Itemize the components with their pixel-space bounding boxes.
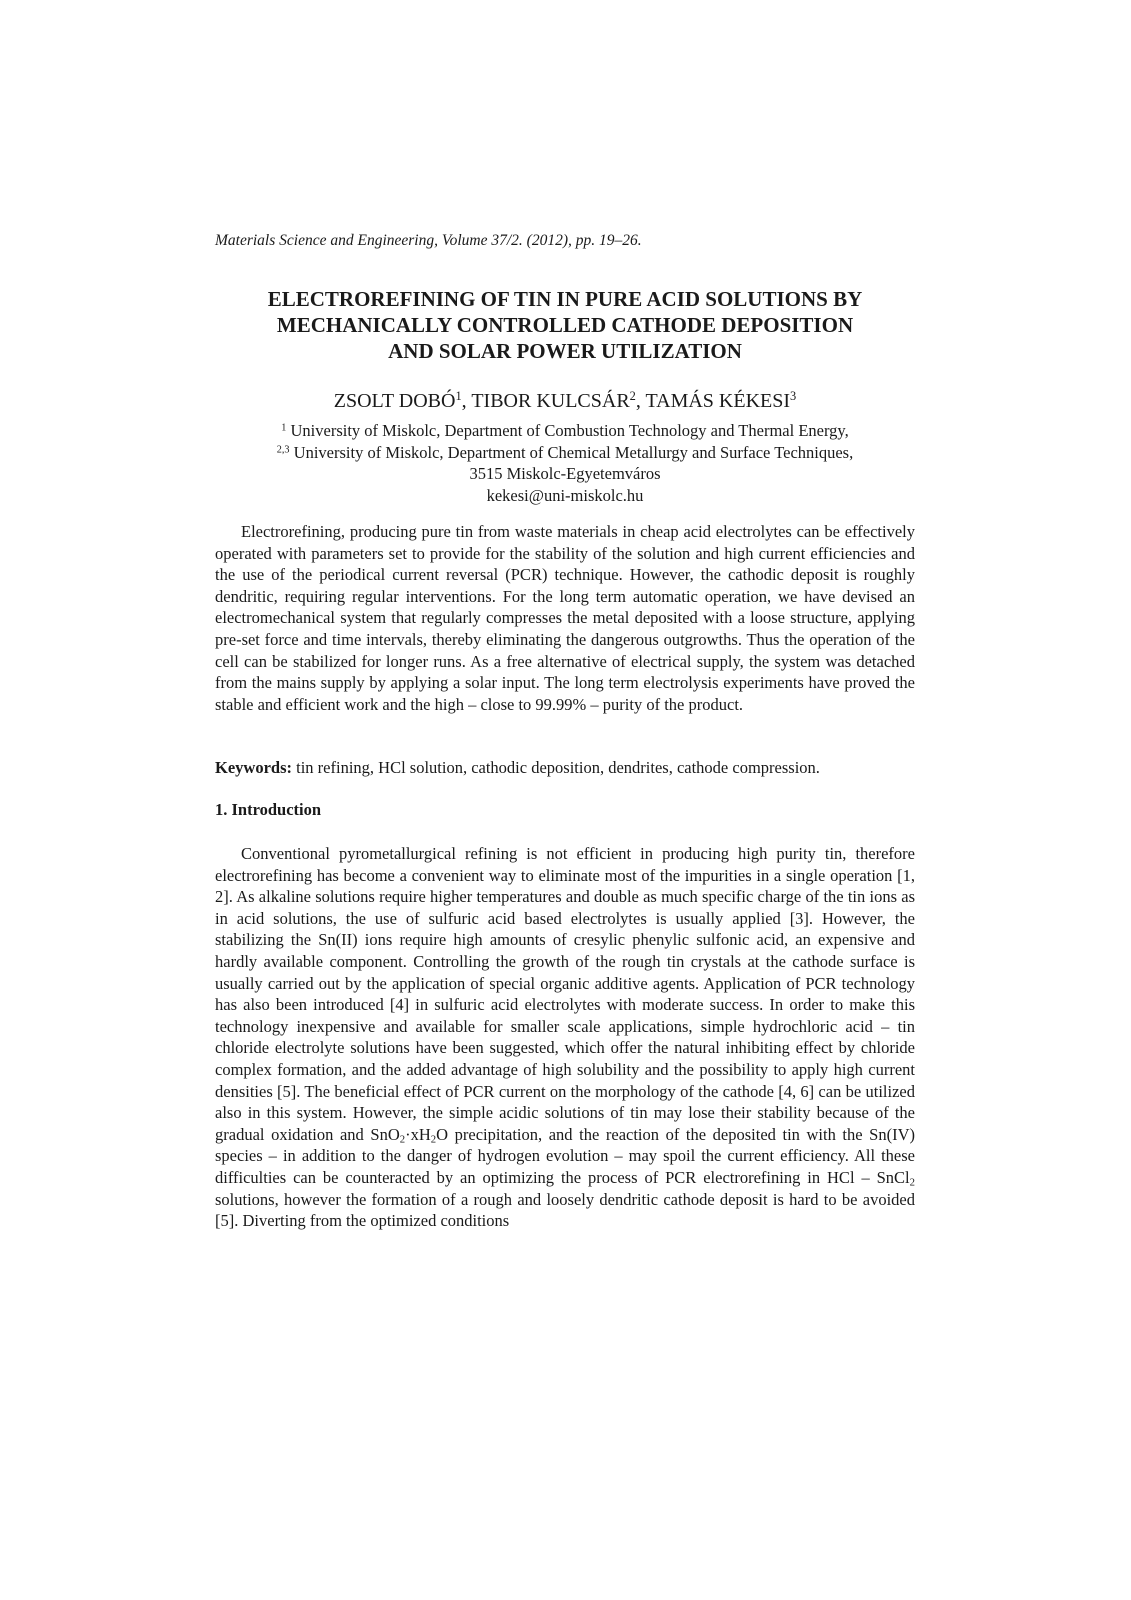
section-heading: 1. Introduction <box>215 800 322 819</box>
subscript: 2 <box>430 1133 437 1146</box>
paper-title <box>215 286 915 364</box>
affiliations <box>215 420 915 506</box>
intro-text: O precipitation, and the reaction of the deposited tin with the Sn(IV) species – in addition to the danger of hydrogen evolution – may spoil the current efficiency. All these difficulties can be counteracted by an optimizing the process of PCR electrorefining in HCl – SnCl <box>215 1124 915 1187</box>
title-line: ELECTROREFINING OF TIN IN PURE ACID SOLUTIONS BY <box>267 287 863 311</box>
contact-email: kekesi@uni-miskolc.hu <box>486 485 644 505</box>
title-line: AND SOLAR POWER UTILIZATION <box>388 339 742 363</box>
affiliation-mark: 1 <box>281 422 287 434</box>
introduction-paragraph <box>215 843 915 1232</box>
affiliation-text: University of Miskolc, Department of Chemical Metallurgy and Surface Techniques, <box>289 442 854 462</box>
intro-text: ·xH <box>405 1124 431 1144</box>
affiliation-mark: 2,3 <box>276 443 290 455</box>
affiliation-line <box>215 442 915 464</box>
author-list <box>215 390 915 413</box>
abstract: Electrorefining, producing pure tin from waste materials in cheap acid electrolytes can be effectively operated with parameters set to provide for the stability of the solution and high current efficiencies and the use of the periodical current reversal (PCR) technique. However, the cathodic deposit is roughly dendritic, requiring regular interventions. For the long term automatic operation, we have devised an electromechanical system that regularly compresses the metal deposited with a loose structure, applying pre-set force and time intervals, thereby eliminating the dangerous outgrowths. Thus the operation of the cell can be stabilized for longer runs. As a free alternative of electrical supply, the system was detached from the mains supply by applying a solar input. The long term electrolysis experiments have proved the stable and efficient work and the high – close to 99.99% – purity of the product. <box>215 522 915 714</box>
affiliation-address: 3515 Miskolc-Egyetemváros <box>469 464 661 483</box>
affiliation-line <box>215 420 915 442</box>
intro-text: solutions, however the formation of a rough and loosely dendritic cathode deposit is hard to be avoided [5]. Diverting from the optimized conditions <box>215 1189 915 1231</box>
author-affiliation-mark: 2 <box>629 389 636 404</box>
author-affiliation-mark: 3 <box>790 389 797 404</box>
title-line: MECHANICALLY CONTROLLED CATHODE DEPOSITION <box>276 313 854 337</box>
author-affiliation-mark: 1 <box>455 389 462 404</box>
author-name: TAMÁS KÉKESI <box>645 390 791 412</box>
keywords-text: tin refining, HCl solution, cathodic deposition, dendrites, cathode compression. <box>292 758 820 777</box>
author-name: TIBOR KULCSÁR <box>471 390 630 412</box>
author-separator: , <box>635 390 646 412</box>
keywords <box>215 757 915 779</box>
journal-citation: Materials Science and Engineering, Volume 37/2. (2012), pp. 19–26. <box>215 232 642 249</box>
subscript: 2 <box>399 1133 406 1146</box>
subscript: 2 <box>909 1176 915 1189</box>
intro-text: Conventional pyrometallurgical refining is not efficient in producing high purity tin, therefore electrorefining has become a convenient way to eliminate most of the impurities in a single operation [1, 2]. As alkaline solutions require higher temperatures and double as much specific charge of the tin ions as in acid solutions, the use of sulfuric acid based electrolytes is usually applied [3]. However, the stabilizing the Sn(II) ions require high amounts of cresylic phenylic sulfonic acid, an expensive and hardly available component. Controlling the growth of the rough tin crystals at the cathode surface is usually carried out by the application of special organic additive agents. Application of PCR technology has also been introduced [4] in sulfuric acid electrolytes with moderate success. In order to make this technology inexpensive and available for smaller scale applications, simple hydrochloric acid – tin chloride electrolyte solutions have been suggested, which offer the natural inhibiting effect by chloride complex formation, and the added advantage of high solubility and the possibility to apply high current densities [5]. The beneficial effect of PCR current on the morphology of the cathode [4, 6] can be utilized also in this system. However, the simple acidic solutions of tin may lose their stability because of the gradual oxidation and SnO <box>215 844 915 1144</box>
affiliation-text: University of Miskolc, Department of Combustion Technology and Thermal Energy, <box>286 421 849 440</box>
keywords-label: Keywords: <box>215 758 292 777</box>
author-separator: , <box>461 390 472 412</box>
author-name: ZSOLT DOBÓ <box>333 390 456 412</box>
